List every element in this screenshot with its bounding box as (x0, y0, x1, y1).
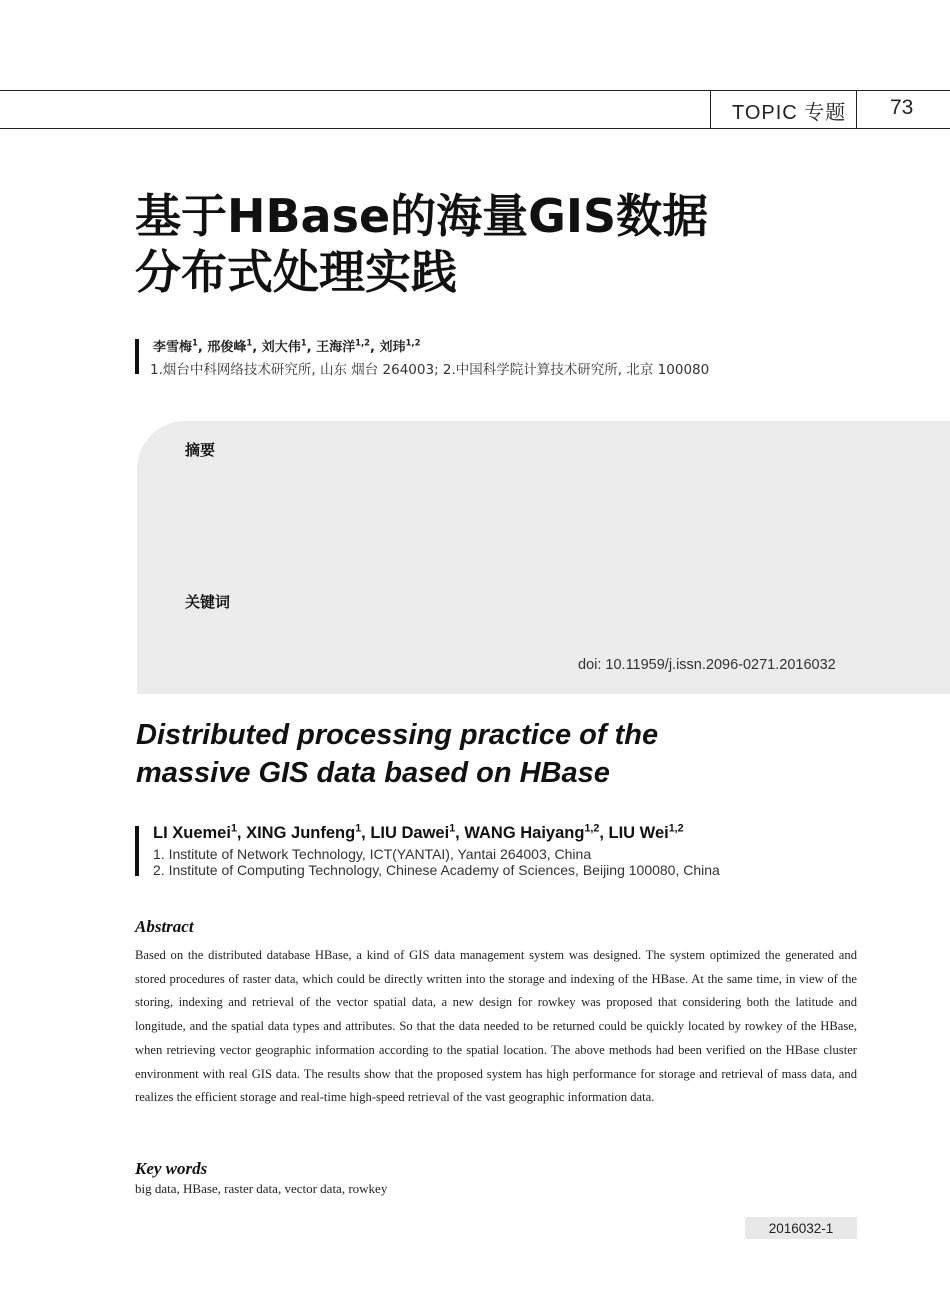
chinese-title-line: 基于HBase的海量GIS数据 (135, 189, 709, 243)
author-block-bar (135, 339, 139, 374)
header-divider (710, 90, 711, 128)
article-id-badge: 2016032-1 (745, 1217, 857, 1239)
english-title (136, 716, 896, 792)
keywords-body: big data, HBase, raster data, vector data, rowkey (135, 1181, 388, 1196)
author-sup: 1 (192, 337, 198, 348)
keywords-label: 关键词 (185, 593, 231, 611)
english-affiliation: 1. Institute of Network Technology, ICT(YANTAI), Yantai 264003, China (153, 846, 592, 862)
keywords-heading: Key words (135, 1159, 208, 1178)
author-name: LIU Wei (608, 824, 669, 842)
chinese-affiliations: 1.烟台中科网络技术研究所, 山东 烟台 264003; 2.中国科学院计算技术研究所, 北京 100080 (150, 362, 710, 378)
author-name: XING Junfeng (246, 824, 356, 842)
chinese-title-line: 分布式处理实践 (135, 245, 457, 299)
chinese-title (135, 188, 815, 300)
english-title-line: massive GIS data based on HBase (136, 757, 610, 789)
author-name: 刘大伟 (261, 340, 301, 355)
abstract-body: Based on the distributed database HBase, a kind of GIS data management system was designed. The system optimized the generated and stored procedures of raster data, which could be directly written into the storage and indexing of the HBase. At the same time, in view of the storing, indexing and retrieval of the vector spatial data, a new design for rowkey was proposed that considering both the latitude and longitude, and the spatial data types and attributes. So that the data needed to be returned could be quickly located by rowkey of the HBase, when retrieving vector geographic information according to the spatial location. The above methods had been verified on the HBase cluster environment with real GIS data. The results show that the proposed system has high performance for storage and retrieval of mass data, and realizes the efficient storage and real-time high-speed retrieval of the vast geographic information data. (135, 948, 857, 1105)
author-sup: 1,2 (355, 337, 371, 348)
author-name: 王海洋 (316, 340, 356, 355)
author-sup: 1 (355, 822, 362, 835)
header-rule-bottom (0, 128, 950, 129)
author-sup: 1 (449, 822, 456, 835)
author-sup: 1 (246, 337, 253, 348)
author-sup: 1,2 (584, 822, 600, 835)
author-name: LI Xuemei (153, 824, 231, 842)
author-block-bar (135, 826, 139, 876)
author-sup: 1 (300, 337, 307, 348)
author-name: 邢俊峰 (207, 340, 247, 355)
author-sup: 1,2 (405, 337, 421, 348)
author-sup: 1 (230, 822, 237, 835)
author-name: 李雪梅 (153, 340, 193, 355)
chinese-abstract-box (137, 421, 950, 694)
doi: doi: 10.11959/j.issn.2096-0271.2016032 (578, 657, 836, 673)
header-rule-top (0, 90, 950, 91)
author-sup: 1,2 (668, 822, 684, 835)
abstract-heading: Abstract (135, 917, 194, 936)
author-name: LIU Dawei (370, 824, 450, 842)
author-name: WANG Haiyang (464, 824, 585, 842)
abstract-label: 摘要 (185, 441, 216, 459)
english-authors: LI Xuemei$^1$, XING Junfeng$^1$, LIU Dawei$^1$, WANG Haiyang$^{1,2}$, LIU Wei$^{1,2}$ (153, 822, 684, 842)
page-number: 73 (890, 96, 914, 119)
section-label: TOPIC 专题 (732, 102, 847, 124)
header-divider (856, 90, 857, 128)
author-name: 刘玮 (379, 340, 406, 355)
english-affiliation: 2. Institute of Computing Technology, Chinese Academy of Sciences, Beijing 100080, China (153, 862, 720, 878)
chinese-authors: 李雪梅$^1$, 邢俊峰$^1$, 刘大伟$^1$, 王海洋$^{1,2}$, 刘玮$^{1,2}$ (153, 337, 421, 355)
english-title-line: Distributed processing practice of the (136, 719, 659, 751)
